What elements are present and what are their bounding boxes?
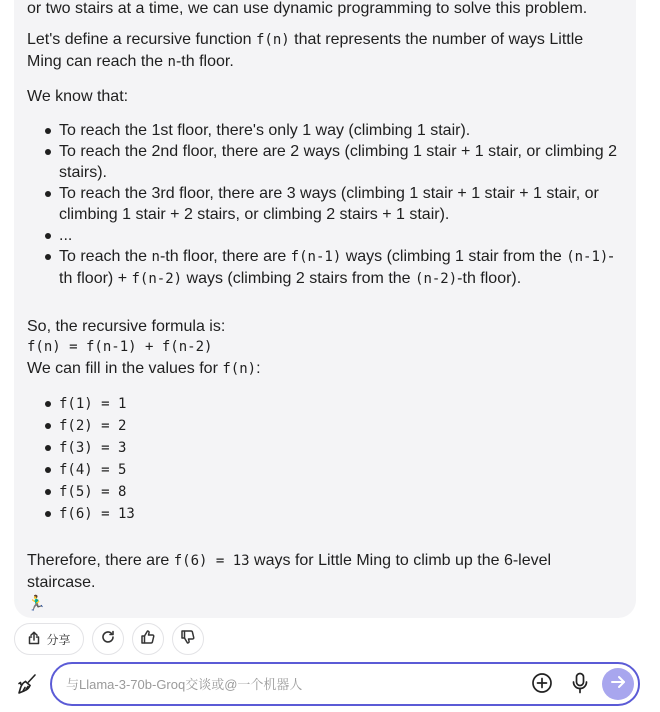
message-paragraph: Let's define a recursive function f(n) that represents the number of ways Little Ming can reach the n-th floor. — [27, 31, 584, 70]
dislike-button[interactable] — [172, 623, 204, 655]
message-paragraph: Therefore, there are f(6) = 13 ways for Little Ming to climb up the 6-level staircase. — [27, 552, 552, 591]
message-paragraph: We can fill in the values for f(n): — [27, 360, 261, 377]
like-button[interactable] — [132, 623, 164, 655]
list-item: f(5) = 8 — [59, 481, 622, 503]
share-button[interactable] — [14, 623, 84, 655]
plus-circle-icon — [531, 672, 553, 699]
list-item: f(2) = 2 — [59, 415, 622, 437]
message-paragraph: We know that: — [27, 88, 129, 105]
composer — [0, 656, 660, 712]
regenerate-button[interactable] — [92, 623, 124, 655]
thumbs-down-icon — [180, 629, 196, 650]
list-item: To reach the 2nd floor, there are 2 ways (climbing 1 stair + 1 stair, or climbing 2 stairs). — [59, 141, 622, 183]
list-item: f(1) = 1 — [59, 393, 622, 415]
voice-input-button[interactable] — [568, 673, 592, 697]
message-actions — [14, 623, 204, 655]
share-label: 分享 — [46, 632, 71, 647]
rules-list — [27, 120, 622, 290]
thumbs-up-icon — [140, 629, 156, 650]
list-item: To reach the 3rd floor, there are 3 ways (climbing 1 stair + 1 stair + 1 stair, or climbing 1 stair + 2 stairs, or climbing 2 stairs + 1 stair). — [59, 183, 622, 225]
list-item: ... — [59, 225, 622, 246]
regenerate-icon — [100, 629, 116, 650]
broom-icon — [16, 683, 40, 700]
list-item: To reach the 1st floor, there's only 1 way (climbing 1 stair). — [59, 120, 622, 141]
add-attachment-button[interactable] — [530, 673, 554, 697]
list-item: f(6) = 13 — [59, 503, 622, 525]
formula: f(n) = f(n-1) + f(n-2) — [27, 339, 213, 355]
share-icon — [27, 631, 41, 648]
values-list — [27, 393, 622, 525]
send-button[interactable] — [602, 668, 634, 700]
message-input-box — [50, 662, 640, 706]
message-paragraph: So, the recursive formula is: — [27, 318, 226, 335]
clear-context-button[interactable] — [16, 672, 40, 696]
runner-emoji: 🏃‍♂️ — [27, 595, 46, 612]
message-input[interactable] — [66, 664, 516, 704]
microphone-icon — [571, 672, 589, 699]
list-item: f(4) = 5 — [59, 459, 622, 481]
send-arrow-icon — [609, 673, 627, 696]
bot-message — [14, 0, 636, 618]
list-item: To reach the n-th floor, there are f(n-1) ways (climbing 1 stair from the (n-1)-th floor) + f(n-2) ways (climbing 2 stairs from the (n-2)-th floor). — [59, 246, 622, 290]
list-item: f(3) = 3 — [59, 437, 622, 459]
message-paragraph: or two stairs at a time, we can use dynamic programming to solve this problem. — [27, 0, 588, 17]
